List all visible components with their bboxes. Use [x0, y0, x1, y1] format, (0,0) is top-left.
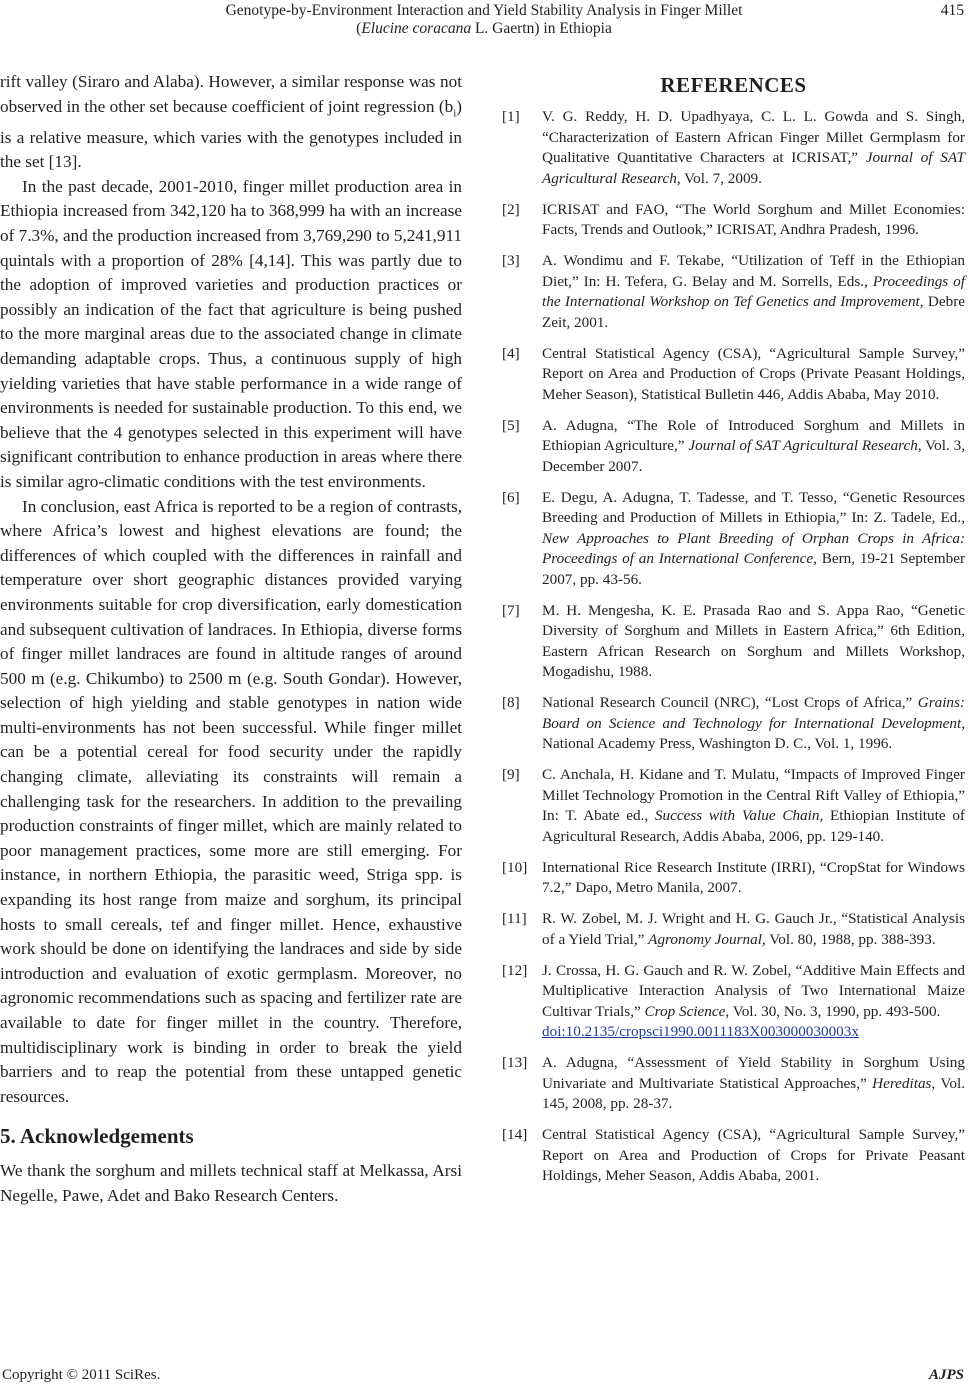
- paragraph-1-text-b: ) is a relative measure, which varies with the genotypes included in the set [13].: [0, 96, 462, 172]
- left-column: [0, 70, 462, 1209]
- header-open-paren: (: [356, 20, 362, 37]
- reference-item: [502, 344, 965, 406]
- paragraph-1: [0, 70, 462, 175]
- reference-number: [8]: [502, 694, 520, 711]
- reference-text-tail: , Bern, 19-21 September 2007, pp. 43-56.: [542, 550, 965, 588]
- reference-source-title: Journal of SAT Agricultural Research: [542, 149, 965, 187]
- paragraph-2: In the past decade, 2001-2010, finger millet production area in Ethiopia increased from 342,120 ha to 368,999 ha with an increase of 7.3%, and the production increased from 3,769,290 to 5,241,911 quintals with a proportion of 28% [4,14]. This was partly due to the adoption of improved varieties and production practices or possibly an indication of the fact that agriculture is being pushed to the more marginal areas due to the associated change in climate demanding adaptable crops. Thus, a continuous supply of high yielding varieties that have stable performance in a wide range of environments is needed for sustainable production. To this end, we believe that the 4 genotypes selected in this experiment will have significant contribution to enhance production in areas where there is similar agro-climatic conditions with the test environments.: [0, 176, 462, 491]
- reference-text: [542, 1126, 965, 1184]
- reference-text-tail: , National Academy Press, Washington D. C., Vol. 1, 1996.: [542, 714, 965, 752]
- paragraph-3: In conclusion, east Africa is reported to be a region of contrasts, where Africa’s lowest and highest elevations are found; the differences of which coupled with the differences in rainfall and temperature over short geographic distances provided varying environments suitable for crop diversification, early domestication and subsequent cultivation of landraces. In Ethiopia, diverse forms of finger millet landraces are found in altitude ranges of around 500 m (e.g. Chikumbo) to 2500 m (e.g. South Gondar). However, selection of high yielding and stable genotypes in nation wide multi-environments has not been successful. While finger millet can be a potential cereal for food security under the rapidly changing climate, alleviating its constraints will remain a challenging task for the researchers. In addition to the prevailing production constraints of finger millet, which are mainly related to poor management practices, some more are still emerging. For instance, in northern Ethiopia, the parasitic weed, Striga spp. is expanding its host range from maize and sorghum, its principal hosts to small cereals, tef and finger millet. Hence, exhaustive work should be done on identifying the landraces and side by side introduction and evaluation of exotic germplasm. Moreover, no agronomic recommendations such as spacing and fertilizer rate are available to date for finger millet in the country. Therefore, multidisciplinary work is binding in order to break the yield barriers and to reap the potential from these untapped genetic resources.: [0, 496, 462, 1106]
- reference-source-title: Grains: Board on Science and Technology for International Development: [542, 694, 965, 732]
- journal-abbreviation: AJPS: [928, 1367, 964, 1383]
- reference-text-main: E. Degu, A. Adugna, T. Tadesse, and T. Tesso, “Genetic Resources Breeding and Production of Millets in Ethiopia,” In: Z. Tadele, Ed.,: [542, 488, 965, 526]
- reference-number: [7]: [502, 601, 520, 619]
- reference-text-main: Central Statistical Agency (CSA), “Agricultural Sample Survey,” Report on Area and Production of Crops for Private Peasant Holdings, Meher Season, Addis Ababa, 2001.: [542, 1126, 965, 1184]
- reference-text-tail: , Vol. 80, 1988, pp. 388-393.: [761, 930, 936, 948]
- reference-text: [542, 489, 965, 588]
- reference-item: [502, 765, 965, 847]
- reference-text-main: V. G. Reddy, H. D. Upadhyaya, C. L. L. Gowda and S. Singh, “Characterization of Eastern African Finger Millet Germplasm for Qualitative Quantitative Characters at ICRISAT,”: [542, 108, 965, 166]
- reference-text-tail: , Vol. 7, 2009.: [676, 169, 762, 187]
- reference-item: [502, 601, 965, 683]
- reference-item: [502, 693, 965, 755]
- reference-number: [3]: [502, 252, 520, 269]
- reference-text-main: J. Crossa, H. G. Gauch and R. W. Zobel, “Additive Main Effects and Multiplicative Interaction Analysis of Two International Maize Cultivar Trials,”: [542, 961, 965, 1020]
- paragraph-1-text-a: rift valley (Siraro and Alaba). However, a similar response was not observed in the other set because coefficient of joint regression (b: [0, 72, 462, 116]
- reference-number: [4]: [502, 344, 520, 362]
- reference-number: [14]: [502, 1126, 528, 1143]
- section-heading-acknowledgements: 5. Acknowledgements: [0, 1124, 194, 1149]
- reference-number: [10]: [502, 858, 528, 876]
- reference-number: [6]: [502, 488, 520, 506]
- reference-text-main: C. Anchala, H. Kidane and T. Mulatu, “Impacts of Improved Finger Millet Technology Promotion in the Central Rift Valley of Ethiopia,” In: T. Abate ed.,: [542, 766, 965, 824]
- reference-source-title: Agronomy Journal: [648, 930, 762, 948]
- reference-text: [542, 910, 965, 948]
- page-number: 415: [940, 2, 964, 19]
- paragraph-1-subscript: i: [453, 107, 457, 120]
- copyright-notice: Copyright © 2011 SciRes.: [2, 1367, 161, 1383]
- reference-number: [13]: [502, 1054, 528, 1071]
- running-header-title: Genotype-by-Environment Interaction and Yield Stability Analysis in Finger Millet: [225, 2, 743, 19]
- header-subtitle-rest: L. Gaertn) in Ethiopia: [471, 20, 612, 37]
- reference-list: [502, 107, 965, 1187]
- reference-text: [542, 766, 965, 845]
- reference-item: [502, 1053, 965, 1115]
- reference-text: [542, 201, 965, 239]
- reference-number: [2]: [502, 200, 520, 218]
- reference-text-tail: , Vol. 145, 2008, pp. 28-37.: [542, 1074, 965, 1112]
- reference-text: [542, 417, 965, 475]
- reference-text: [542, 859, 965, 897]
- reference-number: [5]: [502, 416, 520, 434]
- reference-text-main: International Rice Research Institute (IRRI), “CropStat for Windows 7.2,” Dapo, Metro Manila, 2007.: [542, 858, 965, 896]
- reference-item: [502, 107, 965, 189]
- reference-text-main: National Research Council (NRC), “Lost Crops of Africa,”: [542, 694, 918, 711]
- reference-item: [502, 200, 965, 241]
- reference-source-title: Hereditas: [872, 1074, 932, 1092]
- reference-text-tail: , Vol. 30, No. 3, 1990, pp. 493-500.: [725, 1002, 941, 1020]
- reference-number: [11]: [502, 910, 527, 927]
- reference-text: [542, 108, 965, 187]
- running-header: [0, 2, 968, 20]
- reference-item: [502, 488, 965, 591]
- reference-number: [9]: [502, 766, 520, 783]
- reference-source-title: Proceedings of the International Workshop on Tef Genetics and Improvement: [542, 272, 965, 310]
- reference-source-title: Success with Value Chain: [654, 807, 820, 824]
- reference-text: [542, 602, 965, 681]
- reference-text-tail: , Vol. 3, December 2007.: [542, 437, 965, 475]
- reference-source-title: New Approaches to Plant Breeding of Orphan Crops in Africa: Proceedings of an International Conference: [542, 529, 965, 567]
- reference-text-main: A. Adugna, “Assessment of Yield Stability in Sorghum Using Univariate and Multivariate Statistical Approaches,”: [542, 1054, 965, 1092]
- reference-text: [542, 962, 965, 1020]
- reference-item: [502, 416, 965, 478]
- references-column: [502, 72, 965, 1197]
- reference-item: [502, 1125, 965, 1187]
- reference-text: [542, 252, 965, 331]
- running-header-subtitle: [0, 20, 968, 38]
- reference-text-main: ICRISAT and FAO, “The World Sorghum and Millet Economies: Facts, Trends and Outlook,” ICRISAT, Andhra Pradesh, 1996.: [542, 200, 965, 238]
- reference-text-main: Central Statistical Agency (CSA), “Agricultural Sample Survey,” Report on Area and Production of Crops (Private Peasant Holdings, Meher Season), Statistical Bulletin 446, Addis Ababa, May 2010.: [542, 344, 965, 403]
- reference-source-title: Crop Science: [644, 1002, 726, 1020]
- reference-text-tail: , Debre Zeit, 2001.: [542, 293, 965, 331]
- reference-text: [542, 694, 965, 752]
- reference-number: [1]: [502, 108, 520, 125]
- doi-link[interactable]: doi:10.2135/cropsci1990.0011183X003000030003x: [542, 1023, 859, 1040]
- reference-text: [542, 1054, 965, 1112]
- references-heading: REFERENCES: [660, 73, 807, 97]
- reference-item: [502, 909, 965, 950]
- reference-text-tail: , Ethiopian Institute of Agricultural Research, Addis Ababa, 2006, pp. 129-140.: [542, 807, 965, 845]
- reference-source-title: Journal of SAT Agricultural Research: [688, 437, 918, 454]
- reference-text-main: A. Adugna, “The Role of Introduced Sorghum and Millets in Ethiopian Agriculture,”: [542, 416, 965, 454]
- reference-text-main: R. W. Zobel, M. J. Wright and H. G. Gauch Jr., “Statistical Analysis of a Yield Trial,”: [542, 910, 965, 948]
- reference-text-main: M. H. Mengesha, K. E. Prasada Rao and S. Appa Rao, “Genetic Diversity of Sorghum and Millets in Eastern Africa,” 6th Edition, Eastern African Research on Sorghum and Millets Workshop, Mogadishu, 1988.: [542, 601, 965, 680]
- paragraph-acknowledgements: We thank the sorghum and millets technical staff at Melkassa, Arsi Negelle, Pawe, Adet and Bako Research Centers.: [0, 1161, 462, 1205]
- reference-number: [12]: [502, 961, 528, 979]
- reference-text: [542, 345, 965, 403]
- reference-item: [502, 961, 965, 1043]
- reference-text-main: A. Wondimu and F. Tekabe, “Utilization of Teff in the Ethiopian Diet,” In: H. Tefera, G. Belay and M. Sorrells, Eds.,: [542, 252, 965, 290]
- reference-item: [502, 858, 965, 899]
- reference-item: [502, 251, 965, 333]
- header-species: Elucine coracana: [361, 20, 472, 37]
